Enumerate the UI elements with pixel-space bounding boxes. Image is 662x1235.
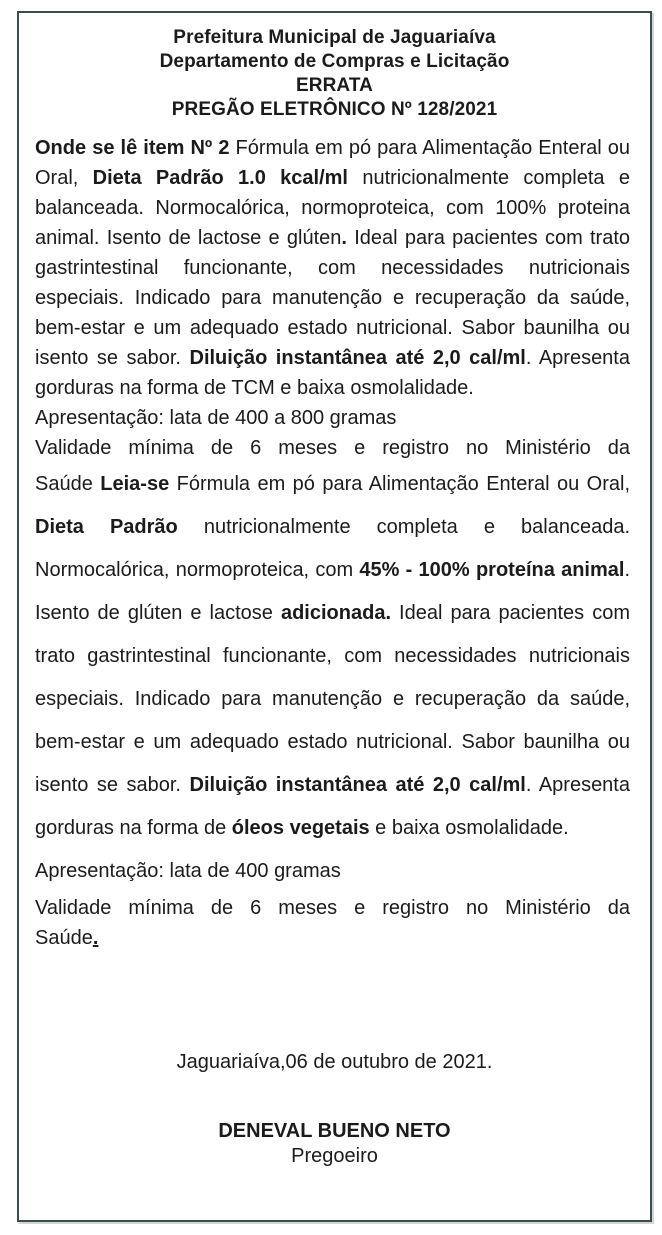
signer-role: Pregoeiro — [291, 1145, 378, 1167]
onde-validade-line: Validade mínima de 6 meses e registro no Ministério da — [35, 437, 630, 459]
leia-se-apresentacao-line: Apresentação: lata de 400 gramas — [35, 860, 341, 882]
onde-se-le-paragraph: Onde se lê item Nº 2 Fórmula em pó para Alimentação Enteral ou Oral, Dieta Padrão 1.0 kcal/ml nutricionalmente completa e balanceada. Normocalórica, normoproteica, com 100% proteina animal. Isento de lactose e glúten. Ideal para pacientes com trato gastrintestinal funcionante, com necessidades nutricionais especiais. Indicado para manutenção e recuperação da saúde, bem-estar e um adequado estado nutricional. Sabor baunilha ou isento se sabor. Diluição instantânea até 2,0 cal/ml. Apresenta gorduras na forma de TCM e baixa osmolalidade. — [35, 137, 631, 399]
signature-block — [35, 1119, 634, 1169]
date-line: Jaguariaíva,06 de outubro de 2021. — [176, 1051, 493, 1073]
document-header — [35, 26, 634, 122]
header-line-pregao: PREGÃO ELETRÔNICO Nº 128/2021 — [171, 99, 498, 120]
leia-se-saude-line: Saúde. — [35, 927, 99, 949]
header-line-department: Departamento de Compras e Licitação — [159, 51, 510, 72]
header-line-errata: ERRATA — [296, 75, 373, 96]
header-line-municipality: Prefeitura Municipal de Jaguariaíva — [173, 27, 496, 48]
onde-apresentacao-line: Apresentação: lata de 400 a 800 gramas — [35, 407, 397, 429]
document-body — [35, 133, 630, 953]
signer-name: DENEVAL BUENO NETO — [218, 1120, 451, 1142]
leia-se-validade-line: Validade mínima de 6 meses e registro no Ministério da — [35, 897, 630, 919]
leia-se-paragraph: Saúde Leia-se Fórmula em pó para Alimentação Enteral ou Oral, Dieta Padrão nutricionalmente completa e balanceada. Normocalórica, normoproteica, com 45% - 100% proteína animal. Isento de glúten e lactose adicionada. Ideal para pacientes com trato gastrintestinal funcionante, com necessidades nutricionais especiais. Indicado para manutenção e recuperação da saúde, bem-estar e um adequado estado nutricional. Sabor baunilha ou isento se sabor. Diluição instantânea até 2,0 cal/ml. Apresenta gorduras na forma de óleos vegetais e baixa osmolalidade. — [35, 473, 631, 839]
